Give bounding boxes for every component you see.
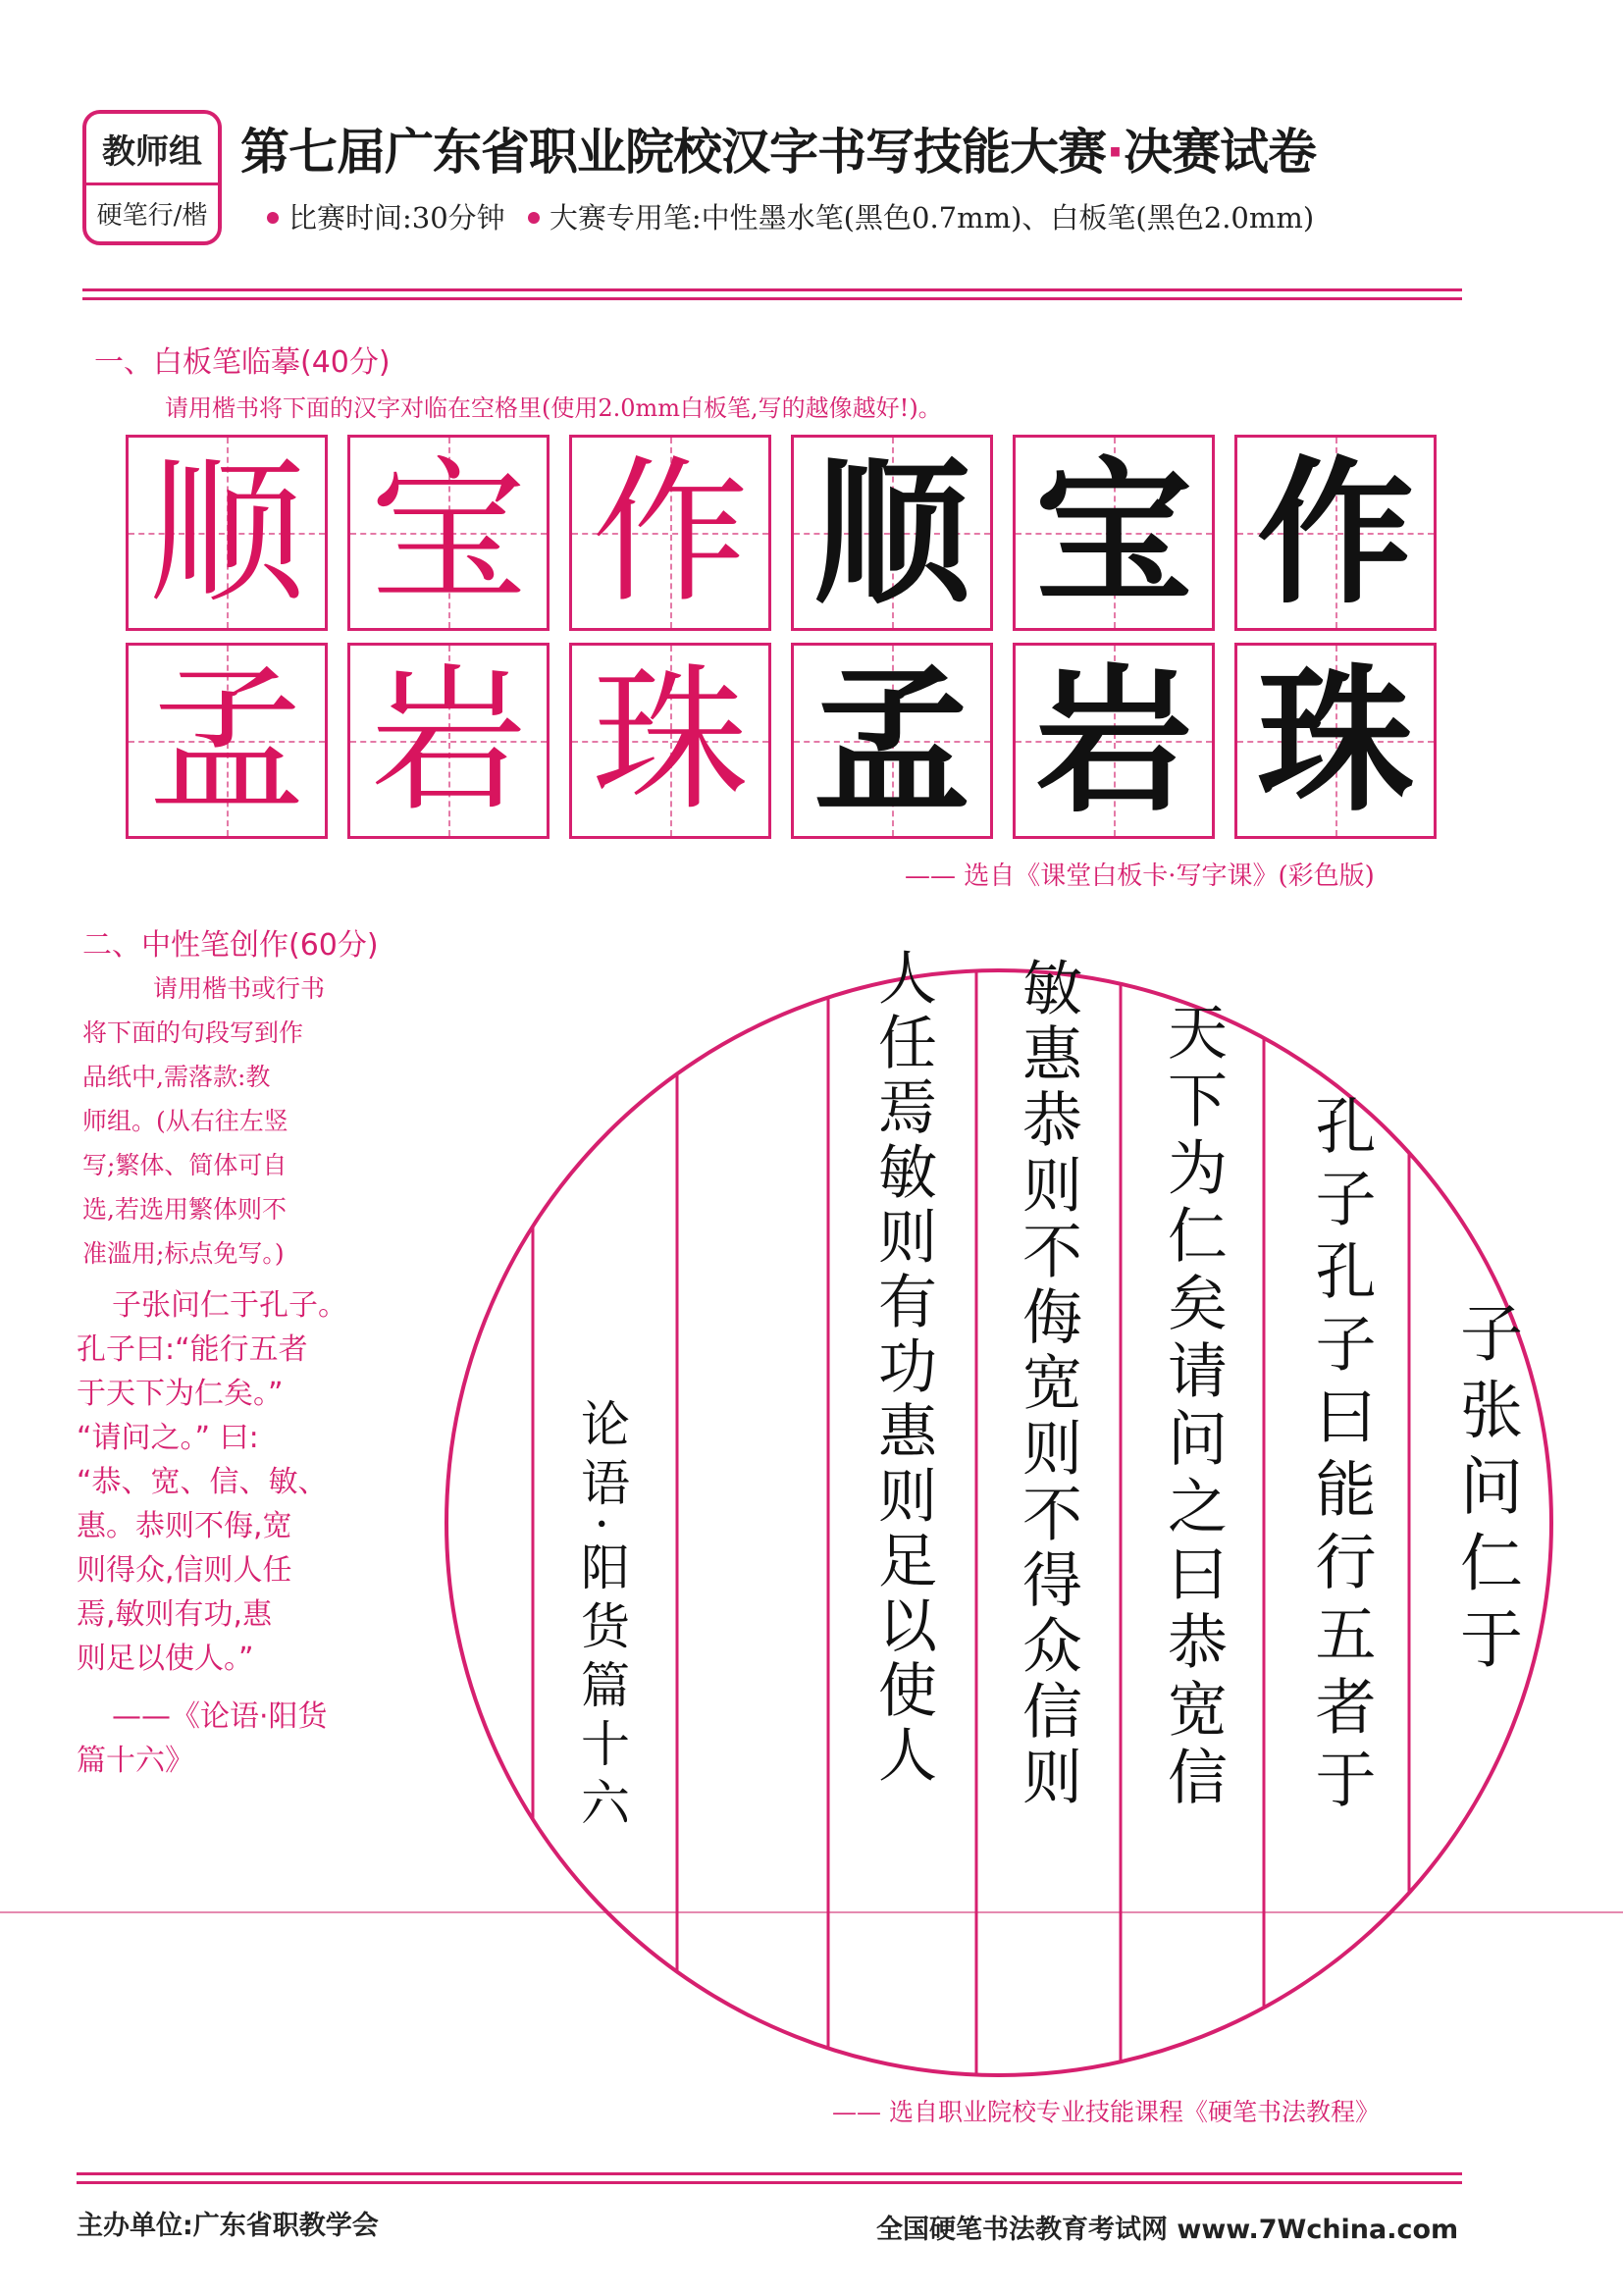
- model-char: 作: [591, 441, 749, 624]
- model-char: 珠: [591, 649, 749, 832]
- instruction-line: 写;繁体、简体可自: [82, 1151, 288, 1179]
- written-char: 岩: [1034, 649, 1192, 833]
- passage-line: 则得众,信则人任: [77, 1553, 292, 1588]
- website-text: 全国硬笔书法教育考试网 www.7Wchina.com: [876, 2215, 1459, 2245]
- written-char: 孟: [812, 649, 970, 833]
- passage-line: 于天下为仁矣。”: [77, 1377, 284, 1411]
- passage-line: 焉,敏则有功,惠: [77, 1597, 273, 1632]
- badge-style-label: 硬笔行/楷: [96, 201, 208, 231]
- section1-instruction: 请用楷书将下面的汉字对临在空格里(使用2.0mm白板笔,写的越像越好!)。: [165, 394, 942, 422]
- instruction-line: 品纸中,需落款:教: [82, 1063, 271, 1091]
- instruction-line: 请用楷书或行书: [153, 974, 326, 1003]
- handwriting-column: 孔子孔子曰能行五者于: [1305, 1094, 1377, 1820]
- written-char: 宝: [1034, 441, 1192, 625]
- written-char: 珠: [1256, 649, 1414, 833]
- footer-divider-top: [77, 2172, 1462, 2175]
- instruction-line: 准滥用;标点免写。): [82, 1239, 285, 1268]
- handwriting-column: 敏惠恭则不侮宽则不得众信则: [1013, 957, 1082, 1811]
- exam-pen: 大赛专用笔:中性墨水笔(黑色0.7mm)、白板笔(黑色2.0mm): [549, 201, 1315, 235]
- passage-line: 惠。恭则不侮,宽: [77, 1509, 292, 1543]
- section2-credit: —— 选自职业院校专业技能课程《硬笔书法教程》: [832, 2098, 1380, 2126]
- title-main: 第七届广东省职业院校汉字书写技能大赛: [240, 124, 1106, 181]
- organizer-text: 主办单位:广东省职教学会: [77, 2211, 379, 2241]
- title-separator: ·: [1106, 124, 1124, 181]
- handwriting-column: 天下为仁矣请问之曰恭宽信: [1158, 1001, 1228, 1813]
- column-rules: [533, 883, 1409, 2159]
- exam-time: 比赛时间:30分钟: [288, 201, 505, 235]
- section2-heading: 二、中性笔创作(60分): [82, 928, 379, 963]
- signature-column: 论语·阳货篇十六: [573, 1398, 630, 1836]
- passage-line: 孔子曰:“能行五者: [77, 1332, 308, 1367]
- model-char: 岩: [369, 649, 527, 832]
- instruction-line: 将下面的句段写到作: [82, 1018, 304, 1047]
- model-char: 顺: [147, 441, 305, 624]
- instruction-line: 师组。(从右往左竖: [82, 1107, 288, 1135]
- handwriting-column: 子张问仁于: [1449, 1300, 1522, 1683]
- passage-line: 则足以使人。”: [77, 1642, 254, 1676]
- model-char: 宝: [369, 441, 527, 624]
- badge-group-label: 教师组: [86, 114, 218, 185]
- title-tail: 决赛试卷: [1124, 124, 1316, 181]
- passage-line: 子张问仁于孔子。: [112, 1288, 347, 1323]
- model-char: 孟: [147, 649, 305, 832]
- passage-line: “恭、宽、信、敏、: [77, 1465, 328, 1499]
- written-char: 顺: [812, 441, 970, 625]
- section1-credit: —— 选自《课堂白板卡·写字课》(彩色版): [905, 861, 1375, 891]
- instruction-line: 选,若选用繁体则不: [82, 1195, 287, 1224]
- passage-line: “请问之。” 曰:: [77, 1421, 259, 1455]
- handwriting-column: 人任焉敏则有功惠则足以使人: [868, 947, 937, 1789]
- written-char: 作: [1256, 441, 1414, 625]
- section1-heading: 一、白板笔临摹(40分): [94, 345, 391, 380]
- passage-source: 篇十六》: [77, 1744, 194, 1778]
- footer-divider-bottom: [77, 2181, 1462, 2184]
- passage-source: ——《论语·阳货: [112, 1699, 328, 1734]
